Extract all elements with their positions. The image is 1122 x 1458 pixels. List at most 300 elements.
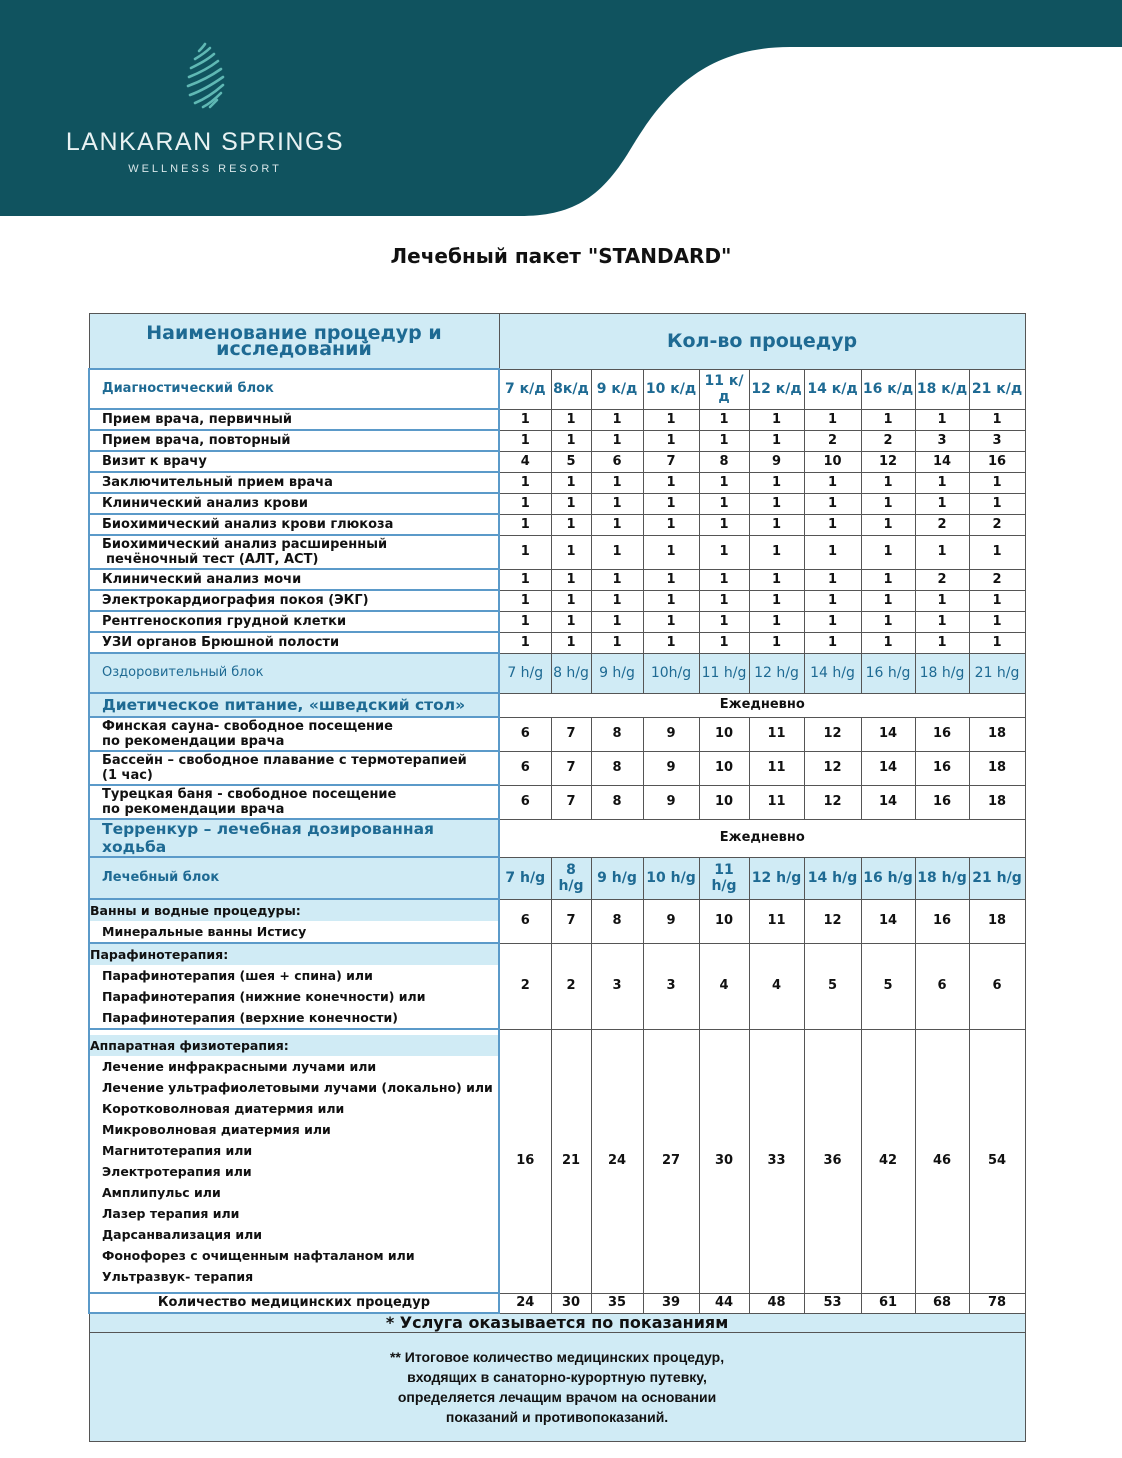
value-cell: 14 bbox=[861, 751, 915, 785]
value-cell: 53 bbox=[804, 1293, 861, 1313]
value-cell: 4 bbox=[749, 943, 804, 1029]
procedure-group bbox=[89, 1029, 499, 1293]
value-cell: 16 bbox=[915, 785, 969, 819]
value-cell: 1 bbox=[749, 493, 804, 514]
value-cell: 1 bbox=[699, 590, 749, 611]
value-cell: 16 bbox=[969, 451, 1025, 472]
value-cell: 1 bbox=[861, 569, 915, 590]
value-cell: 1 bbox=[499, 632, 551, 653]
value-cell: 1 bbox=[749, 472, 804, 493]
logo bbox=[60, 38, 350, 175]
value-cell: 9 bbox=[643, 785, 699, 819]
value-cell: 9 bbox=[643, 751, 699, 785]
day-header: 16 к/д bbox=[861, 369, 915, 409]
value-cell: 1 bbox=[551, 590, 591, 611]
value-cell: 12 bbox=[804, 717, 861, 751]
group-item: Лазер терапия или bbox=[102, 1206, 240, 1221]
value-cell: 2 bbox=[499, 943, 551, 1029]
value-cell: 1 bbox=[499, 611, 551, 632]
value-cell: 1 bbox=[861, 535, 915, 569]
note-row bbox=[89, 1333, 1025, 1442]
group-item: Коротковолновая диатермия или bbox=[102, 1101, 345, 1116]
value-cell: 1 bbox=[749, 430, 804, 451]
value-cell: 21 bbox=[551, 1029, 591, 1293]
value-cell: 7 bbox=[643, 451, 699, 472]
total-row bbox=[89, 1293, 1025, 1313]
value-cell: 2 bbox=[969, 569, 1025, 590]
day-header: 16 h/g bbox=[861, 857, 915, 899]
day-header: 18 h/g bbox=[915, 653, 969, 693]
value-cell: 1 bbox=[699, 409, 749, 430]
value-cell: 16 bbox=[915, 899, 969, 943]
value-cell: 12 bbox=[804, 751, 861, 785]
day-header: 9 к/д bbox=[591, 369, 643, 409]
value-cell: 1 bbox=[969, 409, 1025, 430]
value-cell: 1 bbox=[915, 590, 969, 611]
value-cell: 1 bbox=[915, 611, 969, 632]
note-line: определяется лечащим врачом на основании bbox=[397, 1389, 717, 1405]
table-row bbox=[89, 493, 1025, 514]
table-row bbox=[89, 693, 1025, 717]
value-cell: 1 bbox=[969, 472, 1025, 493]
day-header: 14 к/д bbox=[804, 369, 861, 409]
page-title: Лечебный пакет "STANDARD" bbox=[390, 244, 732, 268]
value-cell: 1 bbox=[643, 611, 699, 632]
value-cell: 1 bbox=[643, 569, 699, 590]
value-cell: 24 bbox=[499, 1293, 551, 1313]
value-cell: 2 bbox=[861, 430, 915, 451]
day-header: 14 h/g bbox=[804, 857, 861, 899]
value-cell: 2 bbox=[551, 943, 591, 1029]
value-cell: 1 bbox=[699, 472, 749, 493]
value-cell: 14 bbox=[861, 785, 915, 819]
group-item: Амплипульс или bbox=[102, 1185, 221, 1200]
value-cell: 7 bbox=[551, 751, 591, 785]
value-cell: 3 bbox=[969, 430, 1025, 451]
value-cell: 1 bbox=[699, 493, 749, 514]
note-line: показаний и противопоказаний. bbox=[445, 1409, 669, 1425]
group-item: Минеральные ванны Истису bbox=[102, 924, 307, 939]
note-row bbox=[89, 1313, 1025, 1333]
value-cell: 11 bbox=[749, 751, 804, 785]
group-item: Лечение ультрафиолетовыми лучами (локально) или bbox=[102, 1080, 493, 1095]
value-cell: 1 bbox=[915, 535, 969, 569]
value-cell: 1 bbox=[749, 514, 804, 535]
value-cell: 1 bbox=[699, 569, 749, 590]
value-cell: 1 bbox=[804, 590, 861, 611]
table-row bbox=[89, 819, 1025, 857]
value-cell: 35 bbox=[591, 1293, 643, 1313]
value-cell: 1 bbox=[804, 569, 861, 590]
value-cell: 1 bbox=[551, 611, 591, 632]
value-cell: 1 bbox=[499, 514, 551, 535]
value-cell: 44 bbox=[699, 1293, 749, 1313]
value-cell: 1 bbox=[499, 569, 551, 590]
procedure-name: Рентгеноскопия грудной клетки bbox=[89, 611, 499, 632]
group-item: Лечение инфракрасными лучами или bbox=[102, 1059, 377, 1074]
value-cell: 1 bbox=[499, 472, 551, 493]
procedure-name bbox=[89, 751, 499, 785]
procedure-group bbox=[89, 943, 499, 1029]
procedure-name: Прием врача, первичный bbox=[89, 409, 499, 430]
value-cell: 1 bbox=[699, 430, 749, 451]
value-cell: 1 bbox=[804, 611, 861, 632]
value-cell: 8 bbox=[591, 785, 643, 819]
value-cell: 1 bbox=[643, 632, 699, 653]
table-row bbox=[89, 409, 1025, 430]
value-cell: 1 bbox=[749, 611, 804, 632]
value-cell: 1 bbox=[551, 535, 591, 569]
group-item: Ультразвук- терапия bbox=[102, 1269, 254, 1284]
value-cell: 1 bbox=[643, 590, 699, 611]
day-header: 12 h/g bbox=[749, 857, 804, 899]
day-header: 11 к/д bbox=[699, 369, 749, 409]
value-cell: 1 bbox=[969, 535, 1025, 569]
value-cell: 48 bbox=[749, 1293, 804, 1313]
header-banner bbox=[0, 0, 1122, 218]
value-cell: 1 bbox=[969, 632, 1025, 653]
value-cell: 1 bbox=[861, 514, 915, 535]
value-cell: 1 bbox=[591, 611, 643, 632]
day-header: 18 h/g bbox=[915, 857, 969, 899]
value-cell: 10 bbox=[699, 717, 749, 751]
value-cell: 1 bbox=[861, 632, 915, 653]
value-cell: 12 bbox=[804, 785, 861, 819]
value-cell: 1 bbox=[969, 590, 1025, 611]
table-row bbox=[89, 717, 1025, 751]
procedure-name-line: по рекомендации врача bbox=[102, 802, 285, 817]
value-cell: 14 bbox=[915, 451, 969, 472]
day-header: 21 h/g bbox=[969, 653, 1025, 693]
procedure-name bbox=[89, 785, 499, 819]
value-cell: 1 bbox=[499, 590, 551, 611]
value-cell: 18 bbox=[969, 899, 1025, 943]
value-cell: 61 bbox=[861, 1293, 915, 1313]
daily-value: Ежедневно bbox=[499, 693, 1025, 717]
value-cell: 1 bbox=[804, 493, 861, 514]
procedure-name: Электрокардиография покоя (ЭКГ) bbox=[89, 590, 499, 611]
value-cell: 18 bbox=[969, 751, 1025, 785]
day-header: 21 к/д bbox=[969, 369, 1025, 409]
value-cell: 1 bbox=[699, 514, 749, 535]
value-cell: 9 bbox=[643, 717, 699, 751]
value-cell: 10 bbox=[699, 899, 749, 943]
section-title-treatment: Лечебный блок bbox=[89, 857, 499, 899]
package-table bbox=[88, 313, 1026, 1442]
value-cell: 1 bbox=[969, 493, 1025, 514]
day-header: 21 h/g bbox=[969, 857, 1025, 899]
table-row bbox=[89, 569, 1025, 590]
value-cell: 1 bbox=[499, 535, 551, 569]
day-header: 7 h/g bbox=[499, 653, 551, 693]
value-cell: 1 bbox=[591, 472, 643, 493]
group-item: Дарсанвализация или bbox=[102, 1227, 263, 1242]
day-header: 12 к/д bbox=[749, 369, 804, 409]
value-cell: 1 bbox=[551, 430, 591, 451]
value-cell: 1 bbox=[804, 409, 861, 430]
procedure-name-line: печёночный тест (АЛТ, АСТ) bbox=[106, 552, 319, 567]
value-cell: 1 bbox=[861, 472, 915, 493]
value-cell: 1 bbox=[699, 535, 749, 569]
procedure-name-line: Бассейн – свободное плавание с термотерапией bbox=[102, 753, 467, 768]
value-cell: 16 bbox=[499, 1029, 551, 1293]
procedure-name: Клинический анализ мочи bbox=[89, 569, 499, 590]
value-cell: 6 bbox=[499, 785, 551, 819]
value-cell: 7 bbox=[551, 899, 591, 943]
value-cell: 14 bbox=[861, 717, 915, 751]
water-drop-logo-icon bbox=[177, 38, 233, 110]
value-cell: 7 bbox=[551, 785, 591, 819]
value-cell: 6 bbox=[969, 943, 1025, 1029]
value-cell: 1 bbox=[749, 409, 804, 430]
value-cell: 2 bbox=[915, 514, 969, 535]
value-cell: 1 bbox=[591, 632, 643, 653]
value-cell: 8 bbox=[591, 751, 643, 785]
day-header: 9 h/g bbox=[591, 653, 643, 693]
day-header: 11 h/g bbox=[699, 857, 749, 899]
value-cell: 1 bbox=[643, 493, 699, 514]
value-cell: 1 bbox=[591, 514, 643, 535]
value-cell: 1 bbox=[804, 472, 861, 493]
value-cell: 5 bbox=[804, 943, 861, 1029]
note-final-count bbox=[89, 1333, 1025, 1442]
value-cell: 1 bbox=[591, 535, 643, 569]
value-cell: 1 bbox=[749, 632, 804, 653]
value-cell: 1 bbox=[804, 514, 861, 535]
group-item: Магнитотерапия или bbox=[102, 1143, 253, 1158]
value-cell: 1 bbox=[915, 409, 969, 430]
value-cell: 6 bbox=[591, 451, 643, 472]
value-cell: 6 bbox=[915, 943, 969, 1029]
procedure-name: Клинический анализ крови bbox=[89, 493, 499, 514]
table-header-row bbox=[89, 314, 1025, 370]
value-cell: 7 bbox=[551, 717, 591, 751]
value-cell: 54 bbox=[969, 1029, 1025, 1293]
value-cell: 9 bbox=[749, 451, 804, 472]
value-cell: 8 bbox=[591, 717, 643, 751]
value-cell: 18 bbox=[969, 785, 1025, 819]
value-cell: 33 bbox=[749, 1029, 804, 1293]
group-item: Парафинотерапия (нижние конечности) или bbox=[102, 989, 426, 1004]
value-cell: 1 bbox=[861, 611, 915, 632]
value-cell: 1 bbox=[591, 590, 643, 611]
section-title-diagnostic: Диагностический блок bbox=[89, 369, 499, 409]
note-line: входящих в санаторно-курортную путевку, bbox=[407, 1369, 707, 1385]
day-header: 8 h/g bbox=[551, 857, 591, 899]
procedure-name bbox=[89, 535, 499, 569]
brand-name: LANKARAN SPRINGS bbox=[65, 128, 345, 156]
group-item: Парафинотерапия (шея + спина) или bbox=[102, 968, 373, 983]
procedure-name: УЗИ органов Брюшной полости bbox=[89, 632, 499, 653]
day-header: 10h/g bbox=[643, 653, 699, 693]
value-cell: 1 bbox=[591, 569, 643, 590]
total-label: Количество медицинских процедур bbox=[89, 1293, 499, 1313]
value-cell: 6 bbox=[499, 717, 551, 751]
section-title-wellness: Оздоровительный блок bbox=[89, 653, 499, 693]
value-cell: 2 bbox=[915, 569, 969, 590]
table-row bbox=[89, 590, 1025, 611]
value-cell: 1 bbox=[591, 430, 643, 451]
value-cell: 1 bbox=[915, 632, 969, 653]
procedure-name: Заключительный прием врача bbox=[89, 472, 499, 493]
value-cell: 18 bbox=[969, 717, 1025, 751]
value-cell: 30 bbox=[699, 1029, 749, 1293]
value-cell: 11 bbox=[749, 899, 804, 943]
value-cell: 1 bbox=[915, 472, 969, 493]
value-cell: 1 bbox=[643, 472, 699, 493]
table-row bbox=[89, 430, 1025, 451]
value-cell: 10 bbox=[804, 451, 861, 472]
value-cell: 36 bbox=[804, 1029, 861, 1293]
value-cell: 10 bbox=[699, 751, 749, 785]
value-cell: 1 bbox=[861, 493, 915, 514]
value-cell: 8 bbox=[591, 899, 643, 943]
value-cell: 1 bbox=[551, 493, 591, 514]
value-cell: 10 bbox=[699, 785, 749, 819]
value-cell: 3 bbox=[643, 943, 699, 1029]
procedure-name: Визит к врачу bbox=[89, 451, 499, 472]
value-cell: 4 bbox=[499, 451, 551, 472]
day-header: 8к/д bbox=[551, 369, 591, 409]
group-item: Микроволновая диатермия или bbox=[102, 1122, 331, 1137]
group-label: Ванны и водные процедуры: bbox=[90, 900, 498, 921]
procedure-name-line: Биохимический анализ расширенный bbox=[102, 537, 388, 552]
value-cell: 1 bbox=[699, 632, 749, 653]
procedure-name: Диетическое питание, «шведский стол» bbox=[89, 693, 499, 717]
day-header: 18 к/д bbox=[915, 369, 969, 409]
value-cell: 5 bbox=[551, 451, 591, 472]
table-row bbox=[89, 751, 1025, 785]
procedure-name: Биохимический анализ крови глюкоза bbox=[89, 514, 499, 535]
value-cell: 8 bbox=[699, 451, 749, 472]
table-row bbox=[89, 611, 1025, 632]
value-cell: 9 bbox=[643, 899, 699, 943]
value-cell: 46 bbox=[915, 1029, 969, 1293]
procedure-group bbox=[89, 899, 499, 943]
value-cell: 16 bbox=[915, 751, 969, 785]
value-cell: 1 bbox=[643, 535, 699, 569]
day-header: 11 h/g bbox=[699, 653, 749, 693]
group-label: Парафинотерапия: bbox=[90, 944, 498, 965]
value-cell: 1 bbox=[749, 590, 804, 611]
table-row bbox=[89, 632, 1025, 653]
value-cell: 6 bbox=[499, 899, 551, 943]
day-header: 16 h/g bbox=[861, 653, 915, 693]
value-cell: 1 bbox=[551, 409, 591, 430]
table-row bbox=[89, 943, 1025, 1029]
value-cell: 30 bbox=[551, 1293, 591, 1313]
value-cell: 1 bbox=[643, 409, 699, 430]
day-header: 10 к/д bbox=[643, 369, 699, 409]
value-cell: 1 bbox=[551, 632, 591, 653]
day-header: 10 h/g bbox=[643, 857, 699, 899]
table-row bbox=[89, 785, 1025, 819]
value-cell: 2 bbox=[804, 430, 861, 451]
day-header: 9 h/g bbox=[591, 857, 643, 899]
value-cell: 14 bbox=[861, 899, 915, 943]
value-cell: 2 bbox=[969, 514, 1025, 535]
value-cell: 5 bbox=[861, 943, 915, 1029]
value-cell: 1 bbox=[749, 535, 804, 569]
value-cell: 12 bbox=[861, 451, 915, 472]
value-cell: 42 bbox=[861, 1029, 915, 1293]
group-item: Электротерапия или bbox=[102, 1164, 252, 1179]
table-row bbox=[89, 451, 1025, 472]
group-label: Аппаратная физиотерапия: bbox=[90, 1035, 498, 1056]
group-item: Парафинотерапия (верхние конечности) bbox=[102, 1010, 398, 1025]
value-cell: 1 bbox=[551, 514, 591, 535]
table-row bbox=[89, 472, 1025, 493]
value-cell: 3 bbox=[591, 943, 643, 1029]
day-header: 12 h/g bbox=[749, 653, 804, 693]
day-header: 7 к/д bbox=[499, 369, 551, 409]
value-cell: 1 bbox=[804, 535, 861, 569]
table-row bbox=[89, 535, 1025, 569]
day-header: 14 h/g bbox=[804, 653, 861, 693]
wellness-header-row bbox=[89, 653, 1025, 693]
value-cell: 39 bbox=[643, 1293, 699, 1313]
value-cell: 1 bbox=[804, 632, 861, 653]
value-cell: 1 bbox=[643, 430, 699, 451]
table-row bbox=[89, 1029, 1025, 1293]
value-cell: 4 bbox=[699, 943, 749, 1029]
value-cell: 1 bbox=[643, 514, 699, 535]
note-line: ** Итоговое количество медицинских процедур, bbox=[389, 1349, 725, 1365]
daily-value: Ежедневно bbox=[499, 819, 1025, 857]
value-cell: 1 bbox=[969, 611, 1025, 632]
value-cell: 1 bbox=[499, 409, 551, 430]
day-header: 7 h/g bbox=[499, 857, 551, 899]
value-cell: 1 bbox=[861, 409, 915, 430]
value-cell: 1 bbox=[591, 409, 643, 430]
brand-tagline: WELLNESS RESORT bbox=[128, 163, 282, 175]
value-cell: 1 bbox=[499, 430, 551, 451]
value-cell: 1 bbox=[591, 493, 643, 514]
value-cell: 78 bbox=[969, 1293, 1025, 1313]
procedure-name-line: Финская сауна- свободное посещение bbox=[102, 719, 393, 734]
day-header: 8 h/g bbox=[551, 653, 591, 693]
value-cell: 1 bbox=[551, 569, 591, 590]
value-cell: 11 bbox=[749, 717, 804, 751]
value-cell: 1 bbox=[699, 611, 749, 632]
procedure-name-line: по рекомендации врача bbox=[102, 734, 285, 749]
value-cell: 24 bbox=[591, 1029, 643, 1293]
procedure-name bbox=[89, 717, 499, 751]
value-cell: 1 bbox=[861, 590, 915, 611]
value-cell: 27 bbox=[643, 1029, 699, 1293]
value-cell: 11 bbox=[749, 785, 804, 819]
value-cell: 1 bbox=[915, 493, 969, 514]
treatment-header-row bbox=[89, 857, 1025, 899]
table-row bbox=[89, 514, 1025, 535]
table-row bbox=[89, 899, 1025, 943]
value-cell: 68 bbox=[915, 1293, 969, 1313]
value-cell: 3 bbox=[915, 430, 969, 451]
procedure-name-line: (1 час) bbox=[102, 768, 153, 783]
note-service-by-indication: * Услуга оказывается по показаниям bbox=[89, 1313, 1025, 1333]
value-cell: 1 bbox=[551, 472, 591, 493]
procedure-name-line: Турецкая баня - свободное посещение bbox=[102, 787, 397, 802]
group-item: Фонофорез с очищенным нафталаном или bbox=[102, 1248, 415, 1263]
procedure-name: Прием врача, повторный bbox=[89, 430, 499, 451]
value-cell: 6 bbox=[499, 751, 551, 785]
value-cell: 12 bbox=[804, 899, 861, 943]
value-cell: 16 bbox=[915, 717, 969, 751]
value-cell: 1 bbox=[749, 569, 804, 590]
column-header-quantity: Кол-во процедур bbox=[499, 314, 1025, 370]
diagnostic-header-row bbox=[89, 369, 1025, 409]
procedure-name: Терренкур – лечебная дозированная ходьба bbox=[89, 819, 499, 857]
